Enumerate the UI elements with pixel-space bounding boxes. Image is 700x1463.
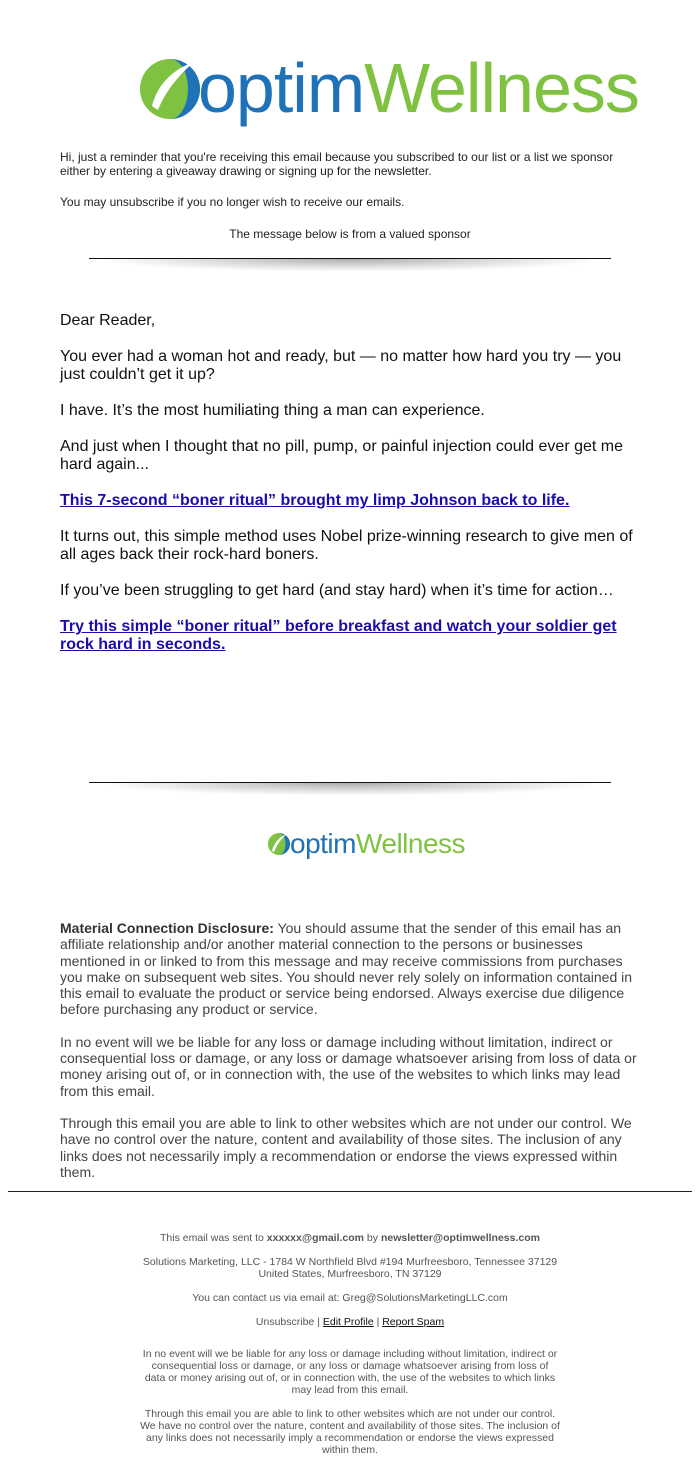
disclosure-text-1: You should assume that the sender of this email has an affiliate relationship and/or another material connection to the persons or businesses mentioned in or linked to from this message and may receive commissions from purchases you make on subsequent web sites. You should never rely solely on information contained in this email to evaluate the product or service being endorsed. Always exercise due diligence before purchasing any product or service. xyxy=(60,920,633,1018)
divider-shadow-top xyxy=(110,259,590,271)
greeting: Dear Reader, xyxy=(60,312,156,329)
offer-link-1[interactable]: This 7-second “boner ritual” brought my limp Johnson back to life. xyxy=(60,492,570,509)
sponsor-message xyxy=(60,312,650,672)
reminder-text: Hi, just a reminder that you're receiving this email because you subscribed to our list or a list we sponsor either by entering a giveaway drawing or signing up for the newsletter. xyxy=(60,150,614,178)
message-paragraph-1: You ever had a woman hot and ready, but — no matter how hard you try — you just couldn’t get it up? xyxy=(60,348,622,383)
footer-links-notice: Through this email you are able to link to other websites which are not under our control. We have no control over the nature, content and availability of those sites. The inclusion of any links does not necessarily imply a recommendation or endorse the views expressed within them. xyxy=(140,1408,560,1456)
footer-divider xyxy=(8,1191,692,1192)
recipient-email: xxxxxx@gmail.com xyxy=(266,1232,365,1244)
disclosure-paragraph-1 xyxy=(60,920,642,1018)
message-paragraph-3: And just when I thought that no pill, pump, or painful injection could ever get me hard again... xyxy=(60,438,624,473)
logo-small-part-optim: optim xyxy=(290,828,356,859)
footer xyxy=(140,1232,560,1463)
logo-wordmark-small xyxy=(290,826,465,862)
intro-block xyxy=(60,150,640,226)
separator: | xyxy=(317,1316,320,1328)
logo-wordmark xyxy=(198,46,639,130)
sent-to-line xyxy=(140,1232,560,1244)
disclosure-heading: Material Connection Disclosure: xyxy=(60,920,274,936)
message-paragraph-2: I have. It’s the most humiliating thing a man can experience. xyxy=(60,402,485,419)
sent-prefix: This email was sent to xyxy=(160,1232,267,1244)
contact-line: You can contact us via email at: Greg@SolutionsMarketingLLC.com xyxy=(192,1292,508,1304)
message-paragraph-4: It turns out, this simple method uses Nobel prize-winning research to give men of all ages back their rock-hard boners. xyxy=(60,528,633,563)
footer-links xyxy=(140,1316,560,1328)
disclosure-paragraph-2: In no event will we be liable for any loss or damage including without limitation, indirect or consequential loss or damage, or any loss or damage whatsoever arising from loss of data or money arising out of, or in connection with, the use of the websites to which links may lead from this email. xyxy=(60,1033,637,1099)
logo-part-wellness: Wellness xyxy=(364,49,639,127)
sent-by: by xyxy=(364,1232,381,1244)
logo-part-optim: optim xyxy=(198,49,365,127)
disclosure-block xyxy=(60,920,642,1196)
unsubscribe-note: You may unsubscribe if you no longer wish to receive our emails. xyxy=(60,195,405,209)
sponsor-note: The message below is from a valued sponsor xyxy=(229,227,471,241)
edit-profile-link[interactable]: Edit Profile xyxy=(322,1316,374,1328)
message-paragraph-5: If you’ve been struggling to get hard (and stay hard) when it’s time for action… xyxy=(60,582,614,599)
footer-liability: In no event will we be liable for any loss or damage including without limitation, indirect or consequential loss or damage, or any loss or damage whatsoever arising from loss of data or money arising out of, or in connection with, the use of the websites to which links may lead from this email. xyxy=(142,1348,558,1396)
unsubscribe-link[interactable]: Unsubscribe xyxy=(255,1316,315,1328)
disclosure-paragraph-3: Through this email you are able to link to other websites which are not under our control. We have no control over the nature, content and availability of those sites. The inclusion of any links does not necessarily imply a recommendation or endorse the views expressed within them. xyxy=(60,1114,632,1180)
sender-email: newsletter@optimwellness.com xyxy=(380,1232,540,1244)
report-spam-link[interactable]: Report Spam xyxy=(382,1316,445,1328)
divider-shadow-bottom xyxy=(110,783,590,795)
logo-small-part-wellness: Wellness xyxy=(355,828,466,859)
separator: | xyxy=(376,1316,380,1328)
postal-address: Solutions Marketing, LLC - 1784 W Northfield Blvd #194 Murfreesboro, Tennessee 37129 United States, Murfreesboro, TN 37129 xyxy=(142,1256,558,1280)
offer-link-2[interactable]: Try this simple “boner ritual” before breakfast and watch your soldier get rock hard in seconds. xyxy=(60,618,617,653)
